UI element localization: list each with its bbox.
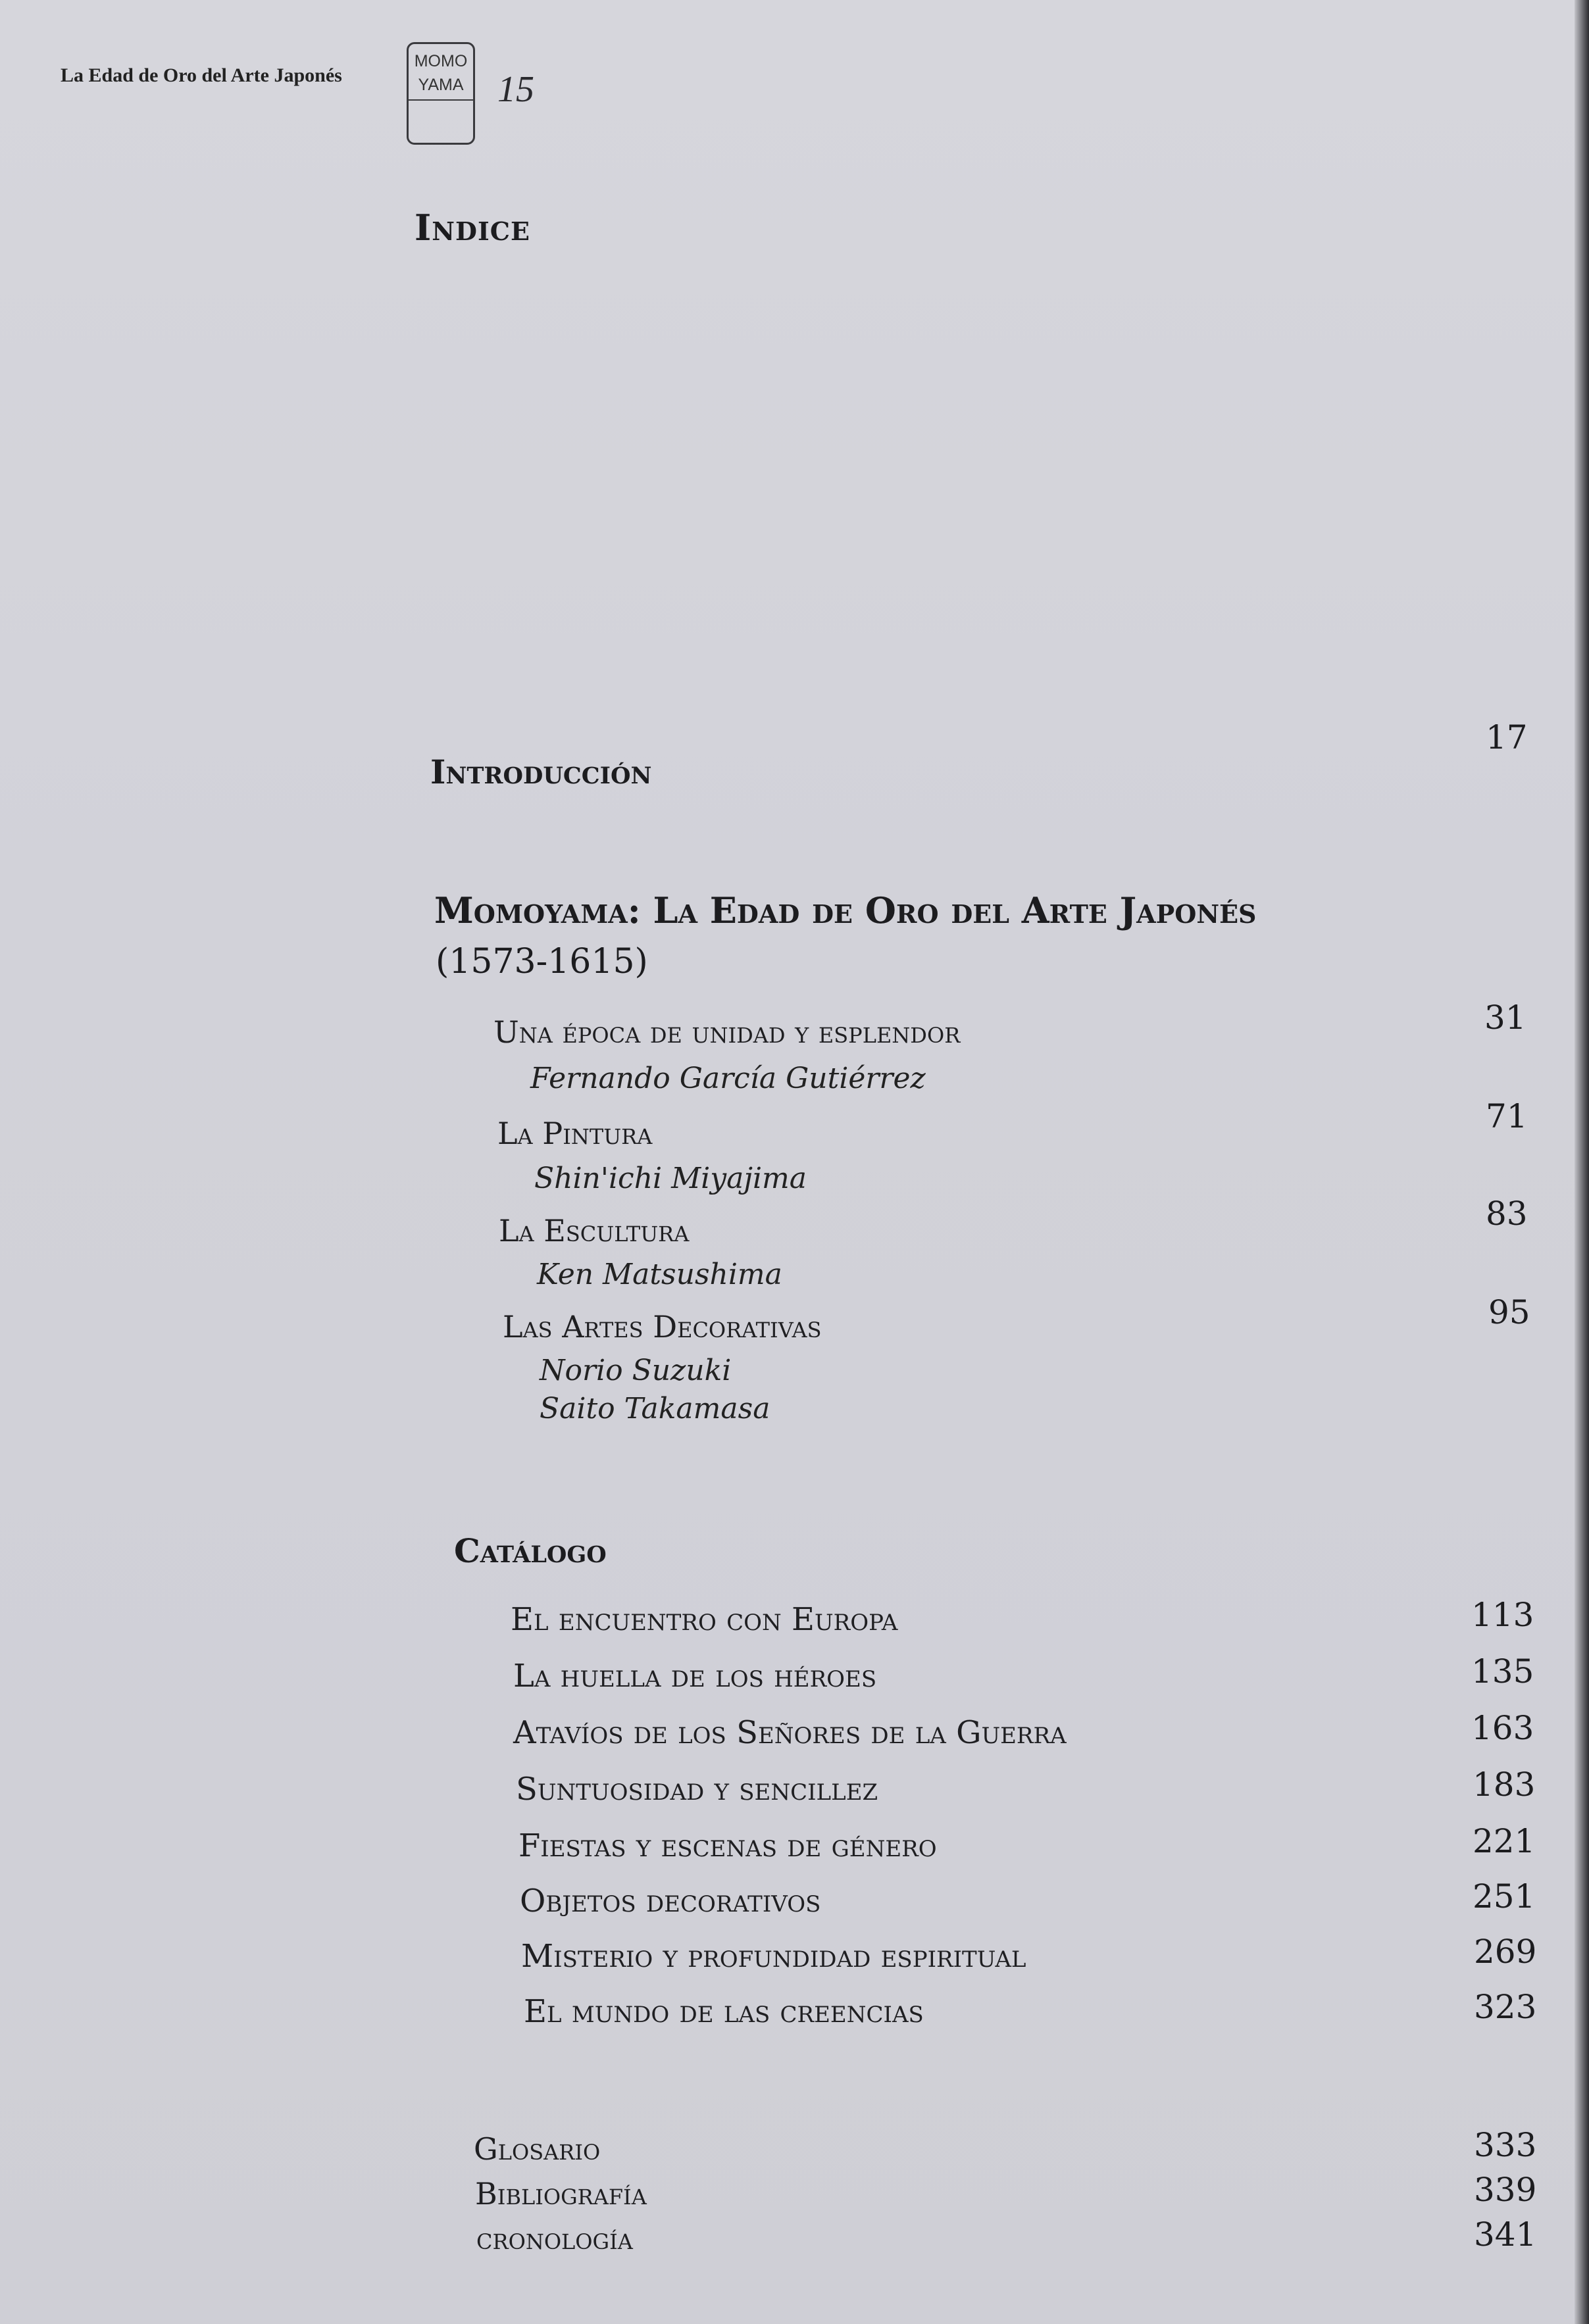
toc-chapter-title[interactable]: La Escultura: [499, 1213, 690, 1249]
toc-catalog-page: 113: [1471, 1596, 1534, 1634]
toc-bibliography[interactable]: Bibliografía: [475, 2176, 647, 2212]
index-title: Indice: [415, 207, 530, 249]
toc-catalog-page: 323: [1474, 1988, 1537, 2026]
toc-catalog-page: 163: [1471, 1709, 1534, 1747]
toc-chapter-author: Saito Takamasa: [540, 1392, 770, 1425]
toc-chapter-page: 31: [1484, 999, 1526, 1037]
toc-chapter-page: 95: [1488, 1293, 1530, 1331]
toc-catalog-page: 221: [1473, 1822, 1536, 1860]
toc-introduction-page: 17: [1486, 718, 1528, 756]
toc-chapter-page: 83: [1486, 1195, 1528, 1233]
toc-catalog-page: 269: [1474, 1933, 1537, 1971]
toc-chapter-author: Shin'ichi Miyajima: [534, 1162, 807, 1195]
toc-catalog-entry[interactable]: Suntuosidad y sencillez: [516, 1771, 878, 1808]
toc-catalog-page: 183: [1473, 1766, 1536, 1804]
toc-catalog-entry[interactable]: Objetos decorativos: [520, 1883, 821, 1919]
logo-line-1: MOMO: [414, 52, 468, 70]
toc-chapter-author: Fernando García Gutiérrez: [530, 1062, 926, 1095]
toc-chronology[interactable]: cronología: [476, 2221, 633, 2256]
toc-catalog-page: 135: [1471, 1652, 1534, 1691]
page-number: 15: [497, 69, 534, 110]
toc-catalog-entry[interactable]: El mundo de las creencias: [524, 1993, 924, 2030]
toc-glossary-page: 333: [1474, 2126, 1537, 2164]
toc-chronology-page: 341: [1474, 2215, 1537, 2254]
toc-chapter-title[interactable]: La Pintura: [497, 1116, 653, 1151]
running-title: La Edad de Oro del Arte Japonés: [61, 64, 342, 86]
toc-chapter-title[interactable]: Las Artes Decorativas: [503, 1309, 822, 1345]
page-edge-shadow: [1575, 0, 1589, 2324]
toc-chapter-author: Ken Matsushima: [537, 1258, 782, 1291]
toc-chapter-title[interactable]: Una época de unidad y esplendor: [493, 1014, 961, 1050]
toc-catalog-title[interactable]: Catálogo: [454, 1531, 607, 1570]
toc-glossary[interactable]: Glosario: [474, 2131, 601, 2167]
logo-divider: [409, 99, 473, 101]
toc-bibliography-page: 339: [1474, 2171, 1537, 2209]
momoyama-logo: [407, 42, 475, 145]
logo-line-2: YAMA: [418, 76, 464, 94]
toc-momoyama-title[interactable]: Momoyama: La Edad de Oro del Arte Japonés: [434, 889, 1257, 931]
toc-chapter-page: 71: [1486, 1097, 1528, 1135]
toc-catalog-entry[interactable]: Fiestas y escenas de género: [518, 1827, 937, 1864]
toc-catalog-entry[interactable]: La huella de los héroes: [513, 1658, 877, 1694]
toc-chapter-author: Norio Suzuki: [540, 1354, 732, 1387]
toc-catalog-page: 251: [1473, 1877, 1536, 1916]
toc-catalog-entry[interactable]: Atavíos de los Señores de la Guerra: [513, 1714, 1067, 1751]
toc-momoyama-dates: (1573-1615): [436, 942, 648, 981]
toc-catalog-entry[interactable]: El encuentro con Europa: [511, 1601, 898, 1638]
toc-introduction[interactable]: Introducción: [430, 753, 652, 791]
toc-catalog-entry[interactable]: Misterio y profundidad espiritual: [521, 1938, 1026, 1975]
